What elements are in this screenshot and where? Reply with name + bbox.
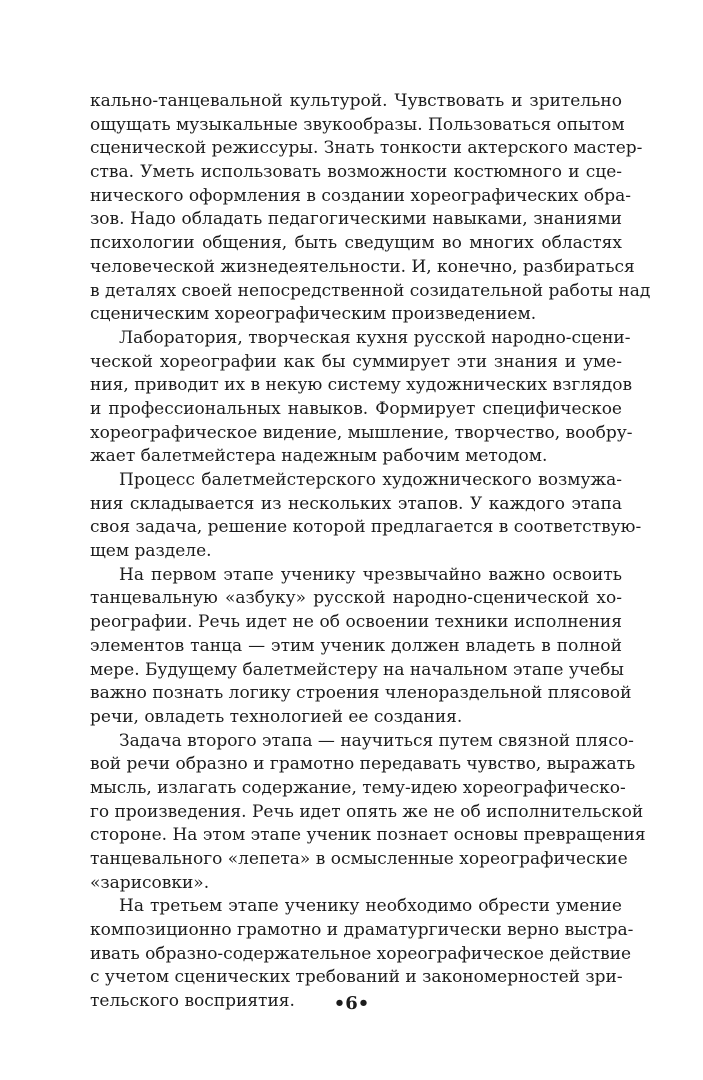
page-number: •6• xyxy=(333,993,370,1014)
text-line: реографии. Речь идет не об освоении техники исполнения xyxy=(90,612,622,633)
text-line: Лаборатория, творческая кухня русской народно-сцени- xyxy=(119,327,631,348)
text-line: ства. Уметь использовать возможности костюмного и сце- xyxy=(90,162,622,183)
text-line: щем разделе. xyxy=(90,541,212,562)
text-line: мысль, излагать содержание, тему-идею хореографическо- xyxy=(90,777,626,798)
text-line: психологии общения, быть сведущим во многих областях xyxy=(90,233,622,254)
text-line: На первом этапе ученику чрезвычайно важно освоить xyxy=(119,564,622,585)
text-line: с учетом сценических требований и закономерностей зри- xyxy=(90,967,623,988)
text-line: ивать образно-содержательное хореографическое действие xyxy=(90,943,632,964)
text-line: и профессиональных навыков. Формирует специфическое xyxy=(90,398,622,419)
text-line: кально-танцевальной культурой. Чувствовать и зрительно xyxy=(90,91,622,111)
text-line: человеческой жизнедеятельности. И, конечно, разбираться xyxy=(90,256,635,277)
text-line: Процесс балетмейстерского художнического возмужа- xyxy=(119,470,622,490)
text-line: ния, приводит их в некую систему художнических взглядов xyxy=(90,375,633,396)
text-line: стороне. На этом этапе ученик познает основы превращения xyxy=(90,825,646,846)
text-line: вой речи образно и грамотно передавать чувство, выражать xyxy=(90,754,636,775)
text-line: ощущать музыкальные звукообразы. Пользоваться опытом xyxy=(90,114,625,135)
text-line: го произведения. Речь идет опять же не об исполнительской xyxy=(90,801,644,822)
text-line: зов. Надо обладать педагогическими навыками, знаниями xyxy=(90,209,622,230)
text-line: важно познать логику строения членораздельной плясовой xyxy=(90,683,632,704)
text-line: тельского восприятия. xyxy=(90,991,295,1012)
text-line: своя задача, решение которой предлагается в соответствую- xyxy=(90,517,642,538)
text-line: композиционно грамотно и драматургически верно выстра- xyxy=(90,920,634,941)
text-line: ческой хореографии как бы суммирует эти знания и уме- xyxy=(90,351,622,372)
text-line: речи, овладеть технологией ее создания. xyxy=(90,706,463,727)
text-line: Задача второго этапа — научиться путем связной плясо- xyxy=(119,730,634,751)
text-line: хореографическое видение, мышление, творчество, вообру- xyxy=(90,422,633,443)
text-line: в деталях своей непосредственной созидательной работы над xyxy=(90,280,651,301)
text-line: ния складывается из нескольких этапов. У каждого этапа xyxy=(90,493,622,514)
text-line: нического оформления в создании хореографических обра- xyxy=(90,185,631,206)
text-line: танцевальную «азбуку» русской народно-сценической хо- xyxy=(90,588,622,609)
page-text xyxy=(90,90,651,1014)
text-line: На третьем этапе ученику необходимо обрести умение xyxy=(119,896,622,917)
text-line: сценической режиссуры. Знать тонкости актерского мастер- xyxy=(90,138,643,159)
text-line: танцевального «лепета» в осмысленные хореографические xyxy=(90,849,628,869)
text-line: мере. Будущему балетмейстеру на начальном этапе учебы xyxy=(90,659,624,680)
text-line: жает балетмейстера надежным рабочим методом. xyxy=(90,446,548,467)
text-line: элементов танца — этим ученик должен владеть в полной xyxy=(90,635,622,656)
text-line: «зарисовки». xyxy=(90,872,210,893)
text-line: сценическим хореографическим произведением. xyxy=(90,304,537,325)
